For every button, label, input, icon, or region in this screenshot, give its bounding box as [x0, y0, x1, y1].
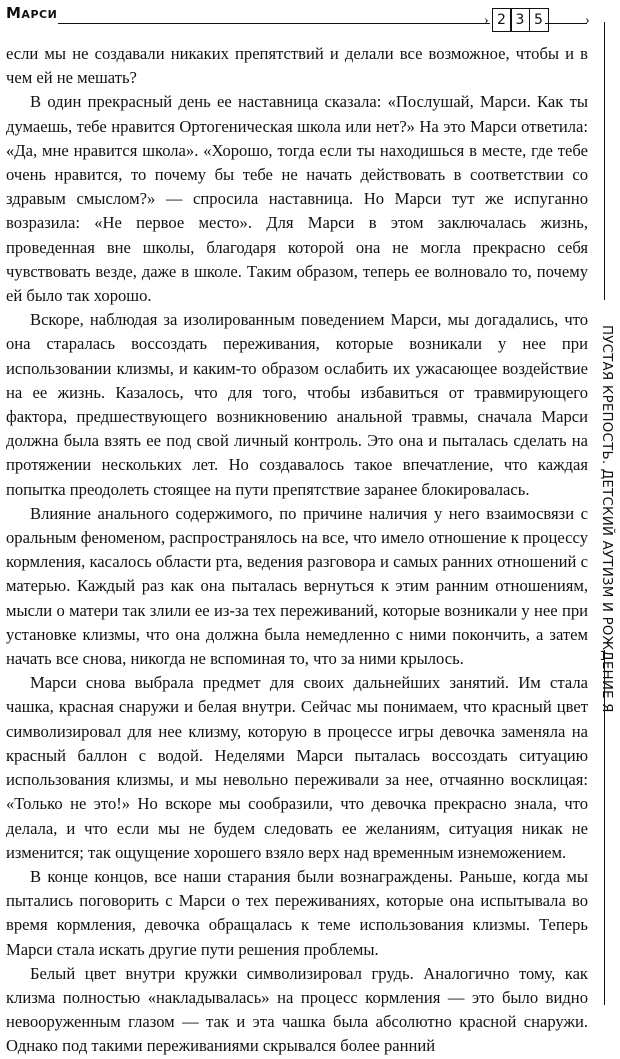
- header-arrow-icon: ›: [484, 13, 489, 28]
- paragraph: Влияние анального содержимого, по причине наличия у него взаимосвязи с оральным феноменом, распространялось на все, что имело отношение к процессу кормления, касалось области рта, ведения разговора и самых ранних отношений с матерью. Каждый раз как она пыталась вернуться к этим ранним отношениям, мысли о матери так злили ее из-за тех переживаний, которые возникали у нее при установке клизмы, что она должна была немедленно с ними покончить, а затем начать все снова, никогда не вспоминая то, что за ними крылось.: [6, 503, 588, 669]
- page-number-digit: 3: [510, 8, 530, 32]
- header-tail-arrow-icon: ›: [585, 13, 590, 28]
- page-number: [493, 8, 549, 32]
- side-book-title: ПУСТАЯ КРЕПОСТЬ. ДЕТСКИЙ АУТИЗМ И РОЖДЕНИЕ Я: [599, 325, 614, 713]
- paragraph: Марси снова выбрала предмет для своих дальнейших занятий. Им стала чашка, красная снаружи и белая внутри. Сейчас мы понимаем, что красный цвет символизировал для нее клизму, которую в процессе игры девочка заменяла на красный баллон с водой. Неделями Марси пыталась воссоздать ситуацию использования клизмы, и мы невольно переживали за нее, отчаянно восклицая: «Только не это!» Но вскоре мы сообразили, что девочка прекрасно знала, что делала, и что если мы не будем следовать ее желаниям, ситуация никак не изменится; так ощущение хорошего взяло верх над временным изнеможением.: [6, 673, 588, 862]
- page-number-digit: 2: [492, 8, 512, 32]
- paragraph: если мы не создавали никаких препятствий и делали все возможное, чтобы и в чем ей не мешать?: [6, 44, 588, 88]
- page-header: [0, 4, 620, 34]
- page-number-digit: 5: [529, 8, 549, 32]
- paragraph: Белый цвет внутри кружки символизировал грудь. Аналогично тому, как клизма полностью «накладывалась» на процесс кормления — это было видно невооруженным глазом — так и эта чашка была абсолютно красной снаружи. Однако под такими переживаниями скрывался более ранний: [6, 963, 588, 1056]
- header-rule: [58, 23, 490, 24]
- paragraph: Вскоре, наблюдая за изолированным поведением Марси, мы догадались, что она старалась воссоздать переживания, которые возникали у нее при использовании клизмы, и каким-то образом ослабить их ужасающее воздействие на ее жизнь. Казалось, что для того, чтобы избавиться от травмирующего фактора, предшествующего возникновению анальной травмы, сначала Марси должна была взять ее под свой личный контроль. Это она и пыталась сделать на протяжении нескольких лет. Но создавалось такое впечатление, что каждая попытка преодолеть стоящее на пути препятствие заранее блокировалась.: [6, 310, 588, 499]
- paragraph: В конце концов, все наши старания были вознаграждены. Раньше, когда мы пытались поговорить с Марси о тех переживаниях, которые она испытывала во время кормления, девочка обращалась к теме использования клизмы. Теперь Марси стала искать другие пути решения проблемы.: [6, 866, 588, 959]
- side-rule-bottom: [604, 650, 605, 1005]
- header-tail-rule: [545, 23, 587, 24]
- running-title: Марси: [6, 4, 58, 22]
- side-rule-top: [604, 22, 605, 300]
- body-text: [6, 42, 588, 1056]
- paragraph: В один прекрасный день ее наставница сказала: «Послушай, Марси. Как ты думаешь, тебе нравится Ортогеническая школа или нет?» На это Марси ответила: «Да, мне нравится школа». «Хорошо, тогда если ты находишься в месте, где тебе очень нравится, то почему бы тебе не начать действовать в соответствии со здравым смыслом?» — спросила наставница. Но Марси тут же испуганно возразила: «Не первое место». Для Марси в этом заключалась жизнь, проведенная вне школы, благодаря которой она не могла прекрасно себя чувствовать везде, даже в школе. Таким образом, теперь ее волновало то, почему ей было так хорошо.: [6, 92, 588, 306]
